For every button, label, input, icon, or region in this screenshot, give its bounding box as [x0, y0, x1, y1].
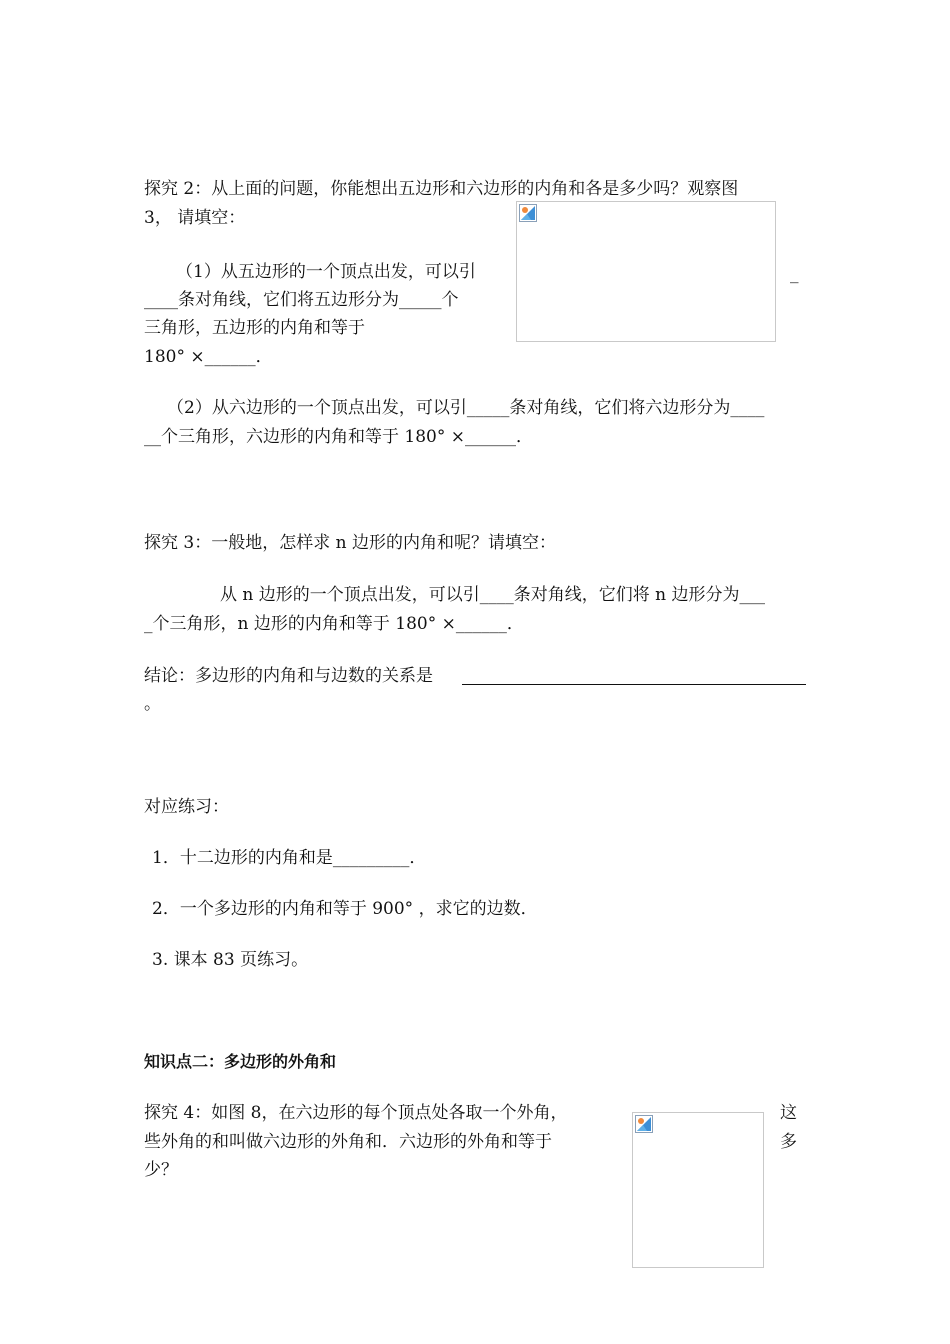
conclusion-answer-line [462, 684, 806, 685]
conclusion-end: 。 [144, 694, 161, 714]
explore2-q2-line2: __个三角形，六边形的内角和等于 180° ×______． [144, 427, 533, 447]
explore4-line1: 探究 4：如图 8，在六边形的每个顶点处各取一个外角， [144, 1103, 568, 1123]
figure-8-image [632, 1112, 764, 1268]
figure-3-image [516, 201, 776, 342]
explore4-line2: 些外角的和叫做六边形的外角和．六边形的外角和等于 [144, 1132, 552, 1152]
explore4-line3: 少？ [144, 1160, 178, 1180]
explore2-line1: 探究 2：从上面的问题，你能想出五边形和六边形的内角和各是多少吗？观察图 [144, 179, 739, 199]
explore2-q1-line4: 180° ×______． [144, 347, 273, 367]
practice-item-2: 2．一个多边形的内角和等于 900° ，求它的边数． [152, 899, 538, 919]
conclusion-label: 结论：多边形的内角和与边数的关系是 [144, 666, 433, 686]
broken-image-icon [519, 204, 537, 222]
knowledge2-title: 知识点二：多边形的外角和 [144, 1052, 337, 1071]
practice-item-1: 1．十二边形的内角和是_________． [152, 848, 427, 868]
explore2-q1-line2: ____条对角线，它们将五边形分为_____个 [144, 290, 459, 310]
explore2-line2: 3， 请填空： [144, 208, 246, 228]
practice-item-3: 3. 课本 83 页练习。 [152, 950, 309, 970]
explore3-fill-line2: _个三角形，n 边形的内角和等于 180° ×______． [144, 614, 524, 634]
explore2-q2-line1: （2）从六边形的一个顶点出发，可以引_____条对角线，它们将六边形分为____ [167, 398, 765, 418]
explore3-fill-line1: 从 n 边形的一个顶点出发，可以引____条对角线，它们将 n 边形分为___ [220, 585, 766, 605]
explore2-q1-line3: 三角形，五边形的内角和等于 [144, 318, 365, 338]
explore2-q1-line1: （1）从五边形的一个顶点出发，可以引 [176, 262, 476, 282]
practice-title: 对应练习： [144, 797, 229, 817]
side-mark: _ [790, 264, 799, 284]
explore4-right-1: 这 [780, 1103, 797, 1123]
explore4-right-2: 多 [780, 1132, 797, 1152]
broken-image-icon [635, 1115, 653, 1133]
explore3-line1: 探究 3：一般地，怎样求 n 边形的内角和呢？请填空： [144, 533, 556, 553]
